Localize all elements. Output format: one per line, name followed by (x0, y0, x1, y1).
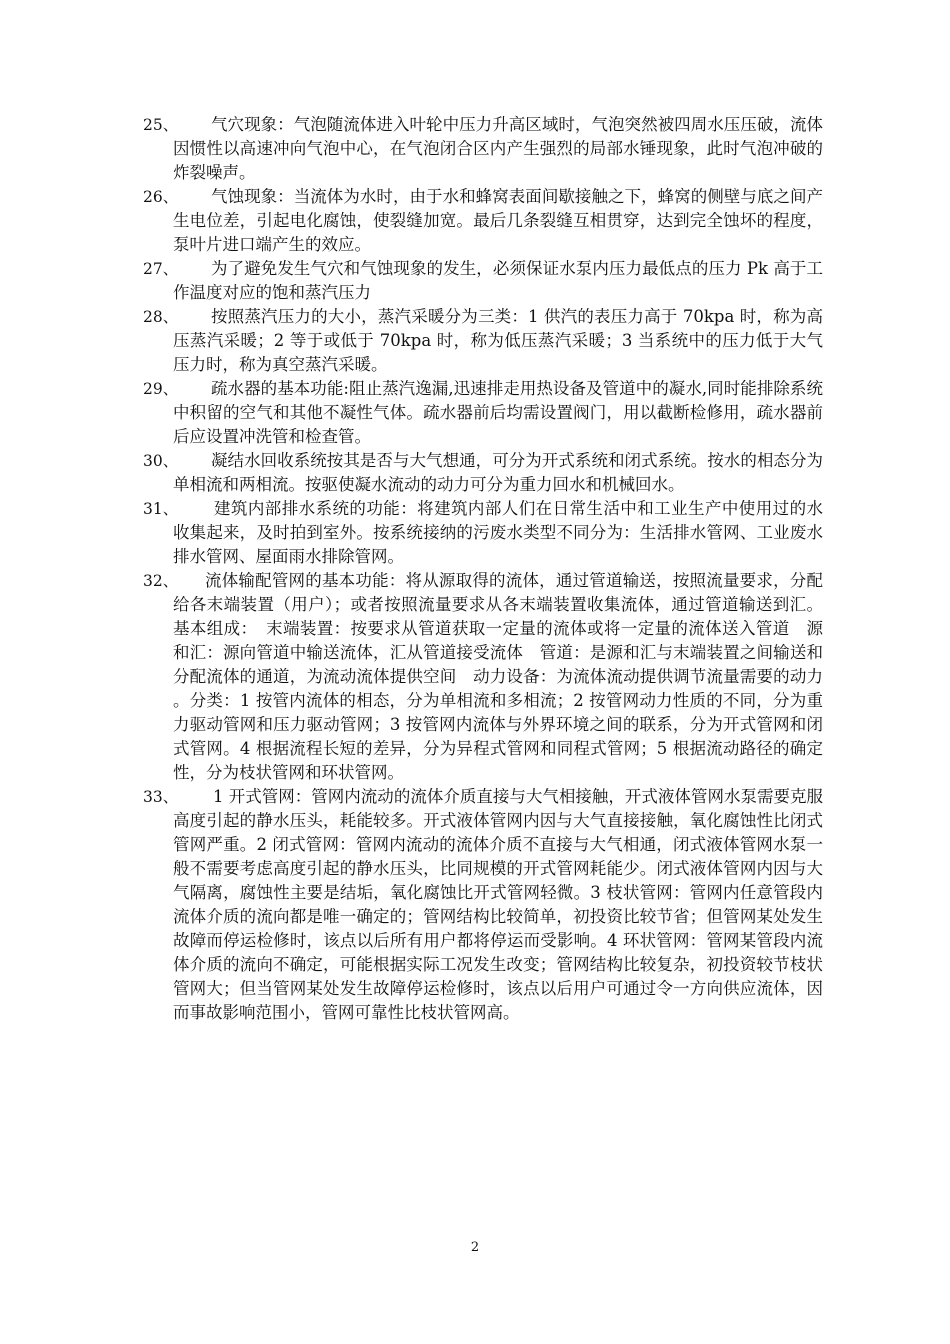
list-item-33 (143, 785, 823, 1025)
item-number: 28、 (143, 308, 179, 326)
page-number: 2 (470, 1240, 480, 1255)
item-number: 31、 (143, 500, 179, 518)
list-item-30 (143, 449, 823, 497)
item-number: 32、 (143, 572, 179, 590)
item-text: 为了避免发生气穴和气蚀现象的发生，必须保证水泵内压力最低点的压力 Pk 高于工作温度对应的饱和蒸汽压力 (173, 259, 823, 302)
list-item-29 (143, 377, 823, 449)
item-text: 流体输配管网的基本功能：将从源取得的流体，通过管道输送，按照流量要求，分配给各末端装置（用户）；或者按照流量要求从各末端装置收集流体，通过管道输送到汇。基本组成： 末端装置：按要求从管道获取一定量的流体或将一定量的流体送入管道 源和汇：源向管道中输送流体，汇从管道接受流体 管道：是源和汇与末端装置之间输送和分配流体的通道，为流动流体提供空间 动力设备：为流体流动提供调节流量需要的动力。分类：1 按管内流体的相态，分为单相流和多相流；2 按管网动力性质的不同，分为重力驱动管网和压力驱动管网；3 按管网内流体与外界环境之间的联系，分为开式管网和闭式管网。4 根据流程长短的差异，分为异程式管网和同程式管网；5 根据流动路径的确定性，分为枝状管网和环状管网。 (173, 571, 823, 782)
document-body (143, 113, 823, 1025)
item-number: 25、 (143, 116, 179, 134)
item-text: 建筑内部排水系统的功能：将建筑内部人们在日常生活中和工业生产中使用过的水收集起来，及时拍到室外。按系统接纳的污废水类型不同分为：生活排水管网、工业废水排水管网、屋面雨水排除管网。 (173, 499, 823, 566)
item-text: 气蚀现象：当流体为水时，由于水和蜂窝表面间歇接触之下，蜂窝的侧壁与底之间产生电位差，引起电化腐蚀，使裂缝加宽。最后几条裂缝互相贯穿，达到完全蚀坏的程度，泵叶片进口端产生的效应。 (173, 187, 823, 254)
item-text: 按照蒸汽压力的大小，蒸汽采暖分为三类：1 供汽的表压力高于 70kpa 时，称为高压蒸汽采暖；2 等于或低于 70kpa 时，称为低压蒸汽采暖；3 当系统中的压力低于大气压力时，称为真空蒸汽采暖。 (173, 307, 823, 374)
list-item-25 (143, 113, 823, 185)
list-item-27 (143, 257, 823, 305)
list-item-32 (143, 569, 823, 785)
item-number: 27、 (143, 260, 179, 278)
list-item-26 (143, 185, 823, 257)
item-number: 30、 (143, 452, 179, 470)
item-number: 29、 (143, 380, 179, 398)
item-number: 33、 (143, 788, 179, 806)
list-item-28 (143, 305, 823, 377)
item-text: 凝结水回收系统按其是否与大气想通，可分为开式系统和闭式系统。按水的相态分为单相流和两相流。按驱使凝水流动的动力可分为重力回水和机械回水。 (173, 451, 823, 494)
item-number: 26、 (143, 188, 179, 206)
item-text: 1 开式管网：管网内流动的流体介质直接与大气相接触，开式液体管网水泵需要克服高度引起的静水压头，耗能较多。开式液体管网内因与大气直接接触，氧化腐蚀性比闭式管网严重。2 闭式管网：管网内流动的流体介质不直接与大气相通，闭式液体管网水泵一般不需要考虑高度引起的静水压头，比同规模的开式管网耗能少。闭式液体管网内因与大气隔离，腐蚀性主要是结垢，氧化腐蚀比开式管网轻微。3 枝状管网：管网内任意管段内流体介质的流向都是唯一确定的；管网结构比较简单，初投资比较节省；但管网某处发生故障而停运检修时，该点以后所有用户都将停运而受影响。4 环状管网：管网某管段内流体介质的流向不确定，可能根据实际工况发生改变；管网结构比较复杂，初投资较节枝状管网大；但当管网某处发生故障停运检修时，该点以后用户可通过令一方向供应流体，因而事故影响范围小，管网可靠性比枝状管网高。 (173, 787, 823, 1022)
list-item-31 (143, 497, 823, 569)
item-text: 气穴现象：气泡随流体进入叶轮中压力升高区域时，气泡突然被四周水压压破，流体因惯性以高速冲向气泡中心，在气泡闭合区内产生强烈的局部水锤现象，此时气泡冲破的炸裂噪声。 (173, 115, 823, 182)
item-text: 疏水器的基本功能:阻止蒸汽逸漏,迅速排走用热设备及管道中的凝水,同时能排除系统中积留的空气和其他不凝性气体。疏水器前后均需设置阀门，用以截断检修用，疏水器前后应设置冲洗管和检查管。 (173, 379, 823, 446)
